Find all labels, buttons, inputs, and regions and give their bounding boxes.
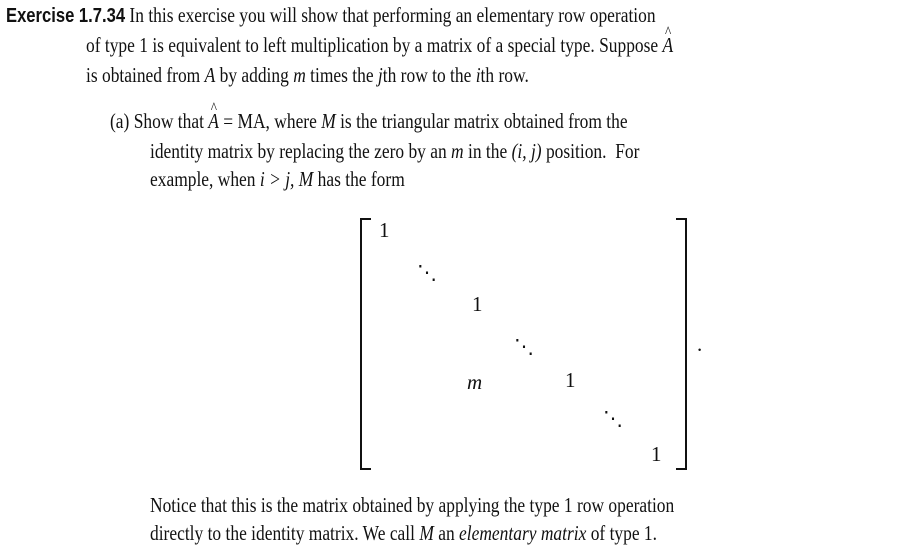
m-matrix-symbol: M [419, 521, 434, 545]
inequality-symbol: i > j, [259, 167, 295, 191]
a-hat-symbol: ^ A [208, 108, 219, 134]
exercise-intro-text: th row. [480, 63, 529, 87]
part-a-text: position. [545, 139, 607, 163]
matrix-entry-one: 1 [472, 292, 483, 316]
part-a-text: has the form [317, 167, 405, 191]
a-hat-symbol: ^ A [663, 32, 674, 58]
notice-text: Notice that this is the matrix obtained by applying the type 1 row operation [150, 493, 675, 517]
j-symbol: j [377, 63, 383, 87]
elementary-matrix-term: elementary matrix [459, 521, 587, 545]
exercise-intro-text: is obtained from [86, 63, 201, 87]
part-a-text: in the [468, 139, 508, 163]
right-bracket [676, 218, 687, 470]
matrix-entry-one: 1 [651, 442, 662, 466]
part-a-line-3 [150, 166, 457, 192]
diagonal-dots: ⋱ [603, 408, 622, 430]
i-symbol: i [475, 63, 481, 87]
part-a-text: identity matrix by replacing the zero by an [150, 139, 447, 163]
notice-text: of type 1. [590, 521, 658, 545]
part-a-text: example, when [150, 167, 256, 191]
exercise-line-3 [86, 62, 620, 88]
exercise-intro-text: by adding [219, 63, 289, 87]
diagonal-dots: ⋱ [417, 262, 436, 284]
part-a-line-2 [150, 138, 740, 164]
part-a-line-1 [110, 108, 734, 134]
notice-line-1 [150, 492, 782, 518]
m-matrix-symbol: M [321, 109, 336, 133]
left-bracket [360, 218, 371, 470]
exercise-intro-text: th row to the [382, 63, 472, 87]
exercise-label: Exercise 1.7.34 [6, 5, 126, 27]
position-symbol: (i, j) [511, 139, 542, 163]
m-symbol: m [293, 63, 306, 87]
part-a-text: is the triangular matrix obtained from the [340, 109, 628, 133]
exercise-intro-text: In this exercise you will show that performing an elementary row operation [129, 3, 656, 27]
notice-text: an [438, 521, 455, 545]
exercise-line-2 [86, 32, 793, 58]
a-symbol: A [204, 63, 216, 87]
part-a-text: = MA, where [223, 109, 317, 133]
matrix-entry-one: 1 [379, 218, 390, 242]
part-a-text: For [615, 139, 640, 163]
exercise-intro-text: of type 1 is equivalent to left multiplication by a matrix of a special type. Suppose [86, 33, 659, 57]
matrix-entry-m [467, 370, 482, 395]
diagonal-dots: ⋱ [514, 336, 533, 358]
notice-line-2 [150, 520, 761, 546]
m-symbol: m [467, 370, 483, 394]
part-a-text: Show that [133, 109, 204, 133]
part-a-label: (a) [110, 109, 130, 133]
exercise-intro-text: times the [310, 63, 374, 87]
matrix-entry-one: 1 [565, 368, 576, 392]
notice-text: directly to the identity matrix. We call [150, 521, 415, 545]
m-matrix-symbol: M [298, 167, 314, 191]
matrix-trailing-period: . [697, 332, 703, 356]
m-symbol: m [451, 139, 464, 163]
